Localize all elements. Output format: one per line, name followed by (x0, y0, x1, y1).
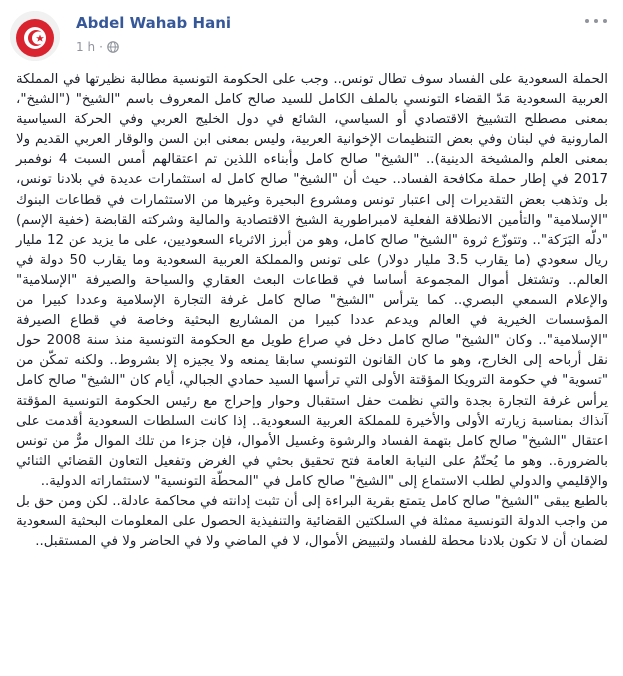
post-header (0, 0, 623, 64)
post-meta (76, 40, 119, 54)
post-paragraph: بالطبع يبقى "الشيخ" صالح كامل يتمتع بقرية البراءة إلى أن تثبت إدانته في محاكمة عادلة.. لكن ومن حق بل من واجب الدولة التونسية ممثلة في السلكتين القضائية والتنفيذية الحصول على المعلومات البحثية السعودية لضمان أن لا تكون بلادنا محطة للفساد ولتبييض الأموال، لا في الماضي ولا في الحاضر ولا في المستقبل.. (16, 493, 608, 550)
post-timestamp[interactable]: 1 h (76, 40, 96, 54)
author-avatar[interactable] (10, 11, 60, 61)
meta-separator: · (99, 40, 103, 54)
tunisia-flag-icon (10, 11, 60, 61)
post-paragraph: الحملة السعودية على الفساد سوف تطال تونس.. وجب على الحكومة التونسية مطالبة نظيرتها في المملكة العربية السعودية مَدّ القضاء التونسي بالملف الكامل للسيد صالح كامل المعروف باسم "الشيخ" ("الشيخ"، بمعنى مصطلح التشييخ الاقتصادي أو السياسي، الشائع في دول الخليج العربي وفي الحركة السياسية المارونية في لبنان وفي بعض التنظيمات الإخوانية العربية، وليس بمعنى ابن السن والوقار العربي القديم ولا بمعنى العلم والمشيخة الدينية).. "الشيخ" صالح كامل وأبناءه اللذين تم اعتقالهم أمس السبت 4 نوفمبر 2017 في إطار حملة مكافحة الفساد.. حيث أن "الشيخ" صالح كامل له استثمارات عديدة في بلادنا تونس، بل وتذهب بعض التقديرات إلى اعتبار تونس ومشروع البحيرة وغيرها من الاستثمارات في قطاعات البنوك "الإسلامية" والتأمين الانطلاقة الفعلية لامبراطورية الشيخ الاقتصادية والمالية وشركته القابضة (خفية الإسم) "دلّه البَرَكة".. وتتوزّع ثروة "الشيخ" صالح كامل، وهو من أبرز الاثرياء السعوديين، على ما يزيد عن 12 مليار ريال سعودي (ما يقارب 3.5 مليار دولار) على تونس والمملكة العربية السعودية وما يقارب 50 دولة في العالم.. وتشتغل أموال المجموعة أساسا في قطاعات البعث العقاري والسياحة والصيرفة "الإسلامية" والإعلام السمعي البصري.. كما يترأس "الشيخ" صالح كامل غرفة التجارة الإسلامية وعددا كبيرا من المؤسسات الخيرية في العالم ويدعم عددا كبيرا من المشاريع البحثية وخاصة في قطاع الصيرفة "الإسلامية".. وكان "الشيخ" صالح كامل دخل في صراع طويل مع الحكومة التونسية منذ سنة 2008 حول نقل أرباحه إلى الخارج، وهو ما كان القانون التونسي سابقا يمنعه ولا يجيزه إلا بشروط.. ولكنه تمكّن من "تسوية" في حكومة الترويكا المؤقتة الأولى التي ترأسها السيد حمادي الجبالي، أيام كان "الشيخ" صالح كامل يرأس غرفة التجارة بجدة والتي نظمت حفل استقبال وحوار وإحراج مع رئيس الحكومة التونسية المؤقتة آنذاك بمناسبة زيارته الأولى والأخيرة للمملكة العربية السعودية.. إذا كانت السلطات السعودية أقدمت على اعتقال "الشيخ" صالح كامل بتهمة الفساد والرشوة وغسيل الأموال، فإن جزءا من تلك الموال مرٌّ من تونس بالضرورة.. وهو ما يُحتّمُ على النيابة العامة فتح تحقيق بحثي في الغرض وتفعيل التعاون القضائي الثنائي والإقليمي والدولي لطلب الاستماع إلى "الشيخ" صالح كامل في "المحطّة التونسية" لاستثماراته الدولية.. (16, 72, 609, 489)
post-body (16, 70, 608, 552)
more-options-icon[interactable] (585, 14, 607, 28)
globe-icon[interactable] (107, 41, 119, 53)
author-name[interactable]: Abdel Wahab Hani (76, 14, 232, 32)
